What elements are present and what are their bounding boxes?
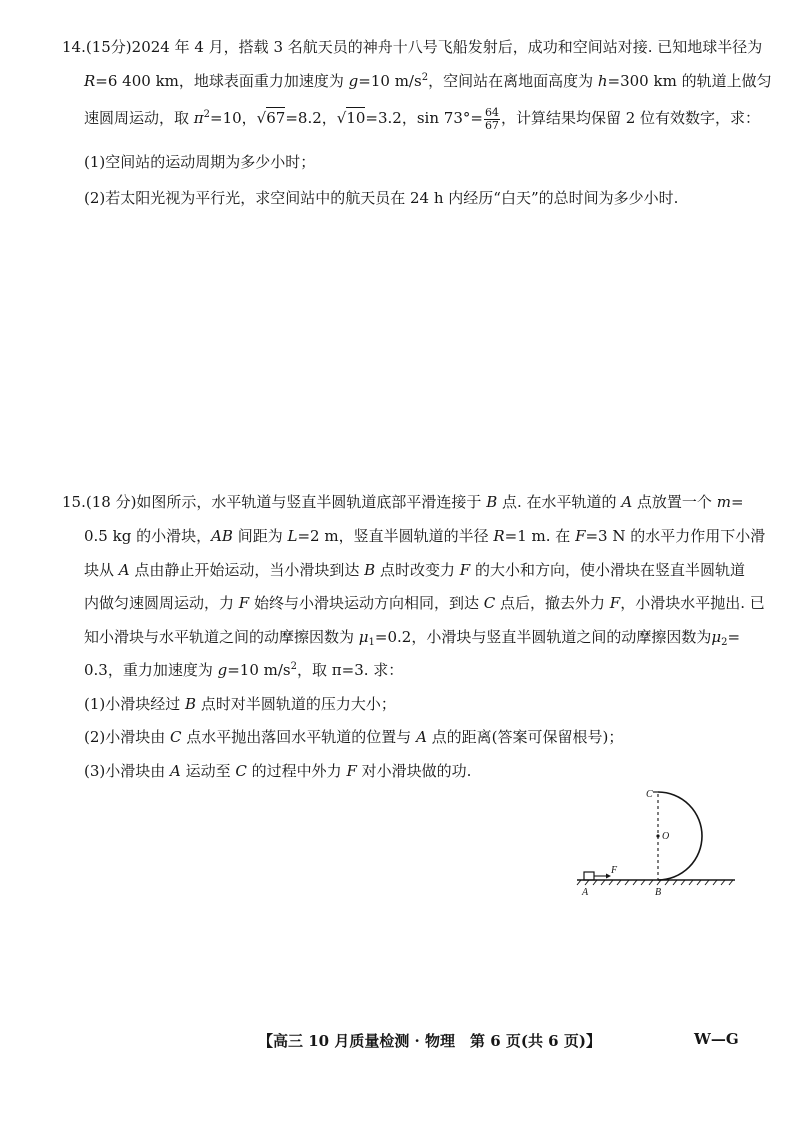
- q15-sub-1: [84, 692, 396, 716]
- fraction-64-67: [484, 107, 500, 132]
- q14-number: 14.: [62, 38, 86, 56]
- q14-line-2: [84, 69, 772, 93]
- sqrt-symbol: √: [256, 109, 267, 127]
- var-R: R: [84, 72, 96, 90]
- subscript: 2: [721, 637, 728, 648]
- sqrt-10: 10: [346, 109, 366, 127]
- text: =10 m/s: [227, 661, 291, 679]
- var-L: L: [287, 527, 298, 545]
- text: =2 m，竖直半圆轨道的半径: [297, 527, 494, 545]
- text: 速圆周运动，取: [84, 109, 194, 127]
- q15-score: (18 分): [85, 493, 137, 511]
- q15-line-4: [84, 591, 765, 615]
- text: =1 m. 在: [504, 527, 576, 545]
- var-F: F: [609, 594, 621, 612]
- text: 的过程中外力: [246, 762, 347, 780]
- var-g: g: [348, 72, 359, 90]
- text: 点. 在水平轨道的: [497, 493, 622, 511]
- q15-line-3: [84, 558, 745, 582]
- text: ，取 π=3. 求：: [297, 661, 404, 679]
- label-B: B: [655, 887, 662, 898]
- text: 内做匀速圆周运动，力: [84, 594, 239, 612]
- text: 点水平抛出落回水平轨道的位置与: [181, 728, 417, 746]
- q15-sub-3: [84, 759, 471, 783]
- sqrt-symbol: √: [336, 109, 347, 127]
- text: 运动至: [180, 762, 236, 780]
- var-C: C: [483, 594, 496, 612]
- q14-sub-2: (2)若太阳光视为平行光，求空间站中的航天员在 24 h 内经历“白天”的总时间为多少小时.: [84, 189, 679, 207]
- subscript: 1: [368, 637, 375, 648]
- text: =10 m/s: [358, 72, 422, 90]
- footer-code: W—G: [694, 1030, 739, 1048]
- q15-line-2: [84, 524, 765, 548]
- var-m: m: [716, 493, 731, 511]
- fraction-denominator: 67: [484, 118, 499, 132]
- text: 的大小和方向，使小滑块在竖直半圆轨道: [470, 561, 745, 579]
- var-F: F: [346, 762, 357, 780]
- var-A: A: [118, 561, 130, 579]
- var-B: B: [364, 561, 376, 579]
- text: =0.2，小滑块与竖直半圆轨道之间的动摩擦因数为: [374, 628, 712, 646]
- text: 点时对半圆轨道的压力大小；: [196, 695, 396, 713]
- var-C: C: [235, 762, 247, 780]
- label-O: O: [662, 831, 670, 842]
- q14-line-1: [62, 35, 762, 59]
- text: 0.5 kg 的小滑块，: [84, 527, 212, 545]
- var-F: F: [459, 561, 471, 579]
- track-diagram: [575, 785, 740, 905]
- var-C: C: [170, 728, 182, 746]
- text: 如图所示，水平轨道与竖直半圆轨道底部平滑连接于: [136, 493, 487, 511]
- text: 对小滑块做的功.: [356, 762, 472, 780]
- label-A: A: [582, 887, 589, 898]
- text: 0.3，重力加速度为: [84, 661, 218, 679]
- q15-sub-2: [84, 725, 623, 749]
- text: =3 N 的水平力作用下小滑: [585, 527, 766, 545]
- text: =8.2，: [285, 109, 337, 127]
- var-B: B: [486, 493, 498, 511]
- text: 点的距离(答案可保留根号)；: [426, 728, 624, 746]
- footer-title: 【高三 10 月质量检测 · 物理 第 6 页(共 6 页)】: [258, 1032, 601, 1050]
- q14-score: (15分): [85, 38, 132, 56]
- q14-line-3: [84, 106, 760, 132]
- var-mu: μ: [711, 628, 722, 646]
- exponent: 2: [290, 661, 298, 672]
- text: ，小滑块水平抛出. 已: [620, 594, 765, 612]
- text: 点时改变力: [375, 561, 460, 579]
- var-R: R: [493, 527, 505, 545]
- center-point-O: [656, 834, 659, 837]
- label-F: F: [611, 865, 618, 876]
- text: (2)小滑块由: [84, 728, 171, 746]
- text: ，计算结果均保留 2 位有效数字，求：: [500, 109, 761, 127]
- text: 块从: [84, 561, 119, 579]
- text: (1)小滑块经过: [84, 695, 186, 713]
- var-g: g: [217, 661, 228, 679]
- label-C: C: [646, 789, 653, 800]
- q15-line-6: [84, 658, 403, 682]
- q15-line-5: [84, 625, 740, 649]
- var-F: F: [575, 527, 586, 545]
- text: =10，: [210, 109, 257, 127]
- text: 始终与小滑块运动方向相同，到达: [249, 594, 484, 612]
- exponent: 2: [203, 109, 211, 120]
- text: =: [727, 628, 741, 646]
- var-mu: μ: [358, 628, 369, 646]
- fraction-numerator: 64: [484, 105, 499, 119]
- q14-sub-1: (1)空间站的运动周期为多少小时；: [84, 153, 316, 171]
- q14-line1-text: 2024 年 4 月，搭载 3 名航天员的神舟十八号飞船发射后，成功和空间站对接. 已知地球半径为: [131, 38, 763, 56]
- slider-block: [584, 872, 594, 880]
- q15-line-1: [62, 490, 744, 514]
- text: 点后，撤去外力: [495, 594, 610, 612]
- text: 知小滑块与水平轨道之间的动摩擦因数为: [84, 628, 359, 646]
- text: =3.2，sin 73°=: [365, 109, 483, 127]
- var-B: B: [185, 695, 197, 713]
- exponent: 2: [421, 72, 429, 83]
- var-AB: AB: [211, 527, 233, 545]
- text: (3)小滑块由: [84, 762, 171, 780]
- var-A: A: [621, 493, 633, 511]
- text: =300 km 的轨道上做匀: [607, 72, 772, 90]
- q15-number: 15.: [62, 493, 86, 511]
- var-h: h: [597, 72, 608, 90]
- text: ，空间站在离地面高度为: [428, 72, 598, 90]
- var-A: A: [416, 728, 427, 746]
- var-F: F: [238, 594, 250, 612]
- text: 点放置一个: [632, 493, 717, 511]
- text: 点由静止开始运动，当小滑块到达: [129, 561, 365, 579]
- text: =: [730, 493, 744, 511]
- text: =6 400 km，地球表面重力加速度为: [95, 72, 349, 90]
- var-pi: π: [193, 109, 204, 127]
- text: 间距为: [232, 527, 288, 545]
- sqrt-67: 67: [266, 109, 286, 127]
- var-A: A: [170, 762, 181, 780]
